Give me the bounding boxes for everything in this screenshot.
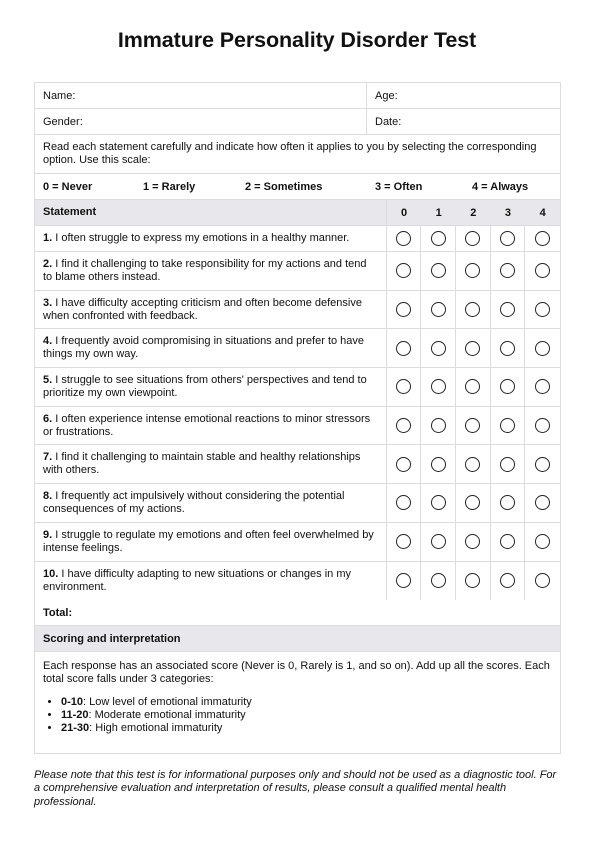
statement-body: I frequently act impulsively without considering the potential consequences of my actions. xyxy=(43,489,345,515)
option-cell xyxy=(421,523,456,561)
scale-sometimes: 2 = Sometimes xyxy=(245,181,323,193)
option-cell xyxy=(525,445,560,483)
option-radio-3[interactable] xyxy=(500,534,515,549)
option-cell xyxy=(421,407,456,445)
option-radio-4[interactable] xyxy=(535,495,550,510)
option-cell xyxy=(421,445,456,483)
option-radio-4[interactable] xyxy=(535,231,550,246)
option-cell xyxy=(421,291,456,329)
option-radio-0[interactable] xyxy=(396,379,411,394)
option-radio-4[interactable] xyxy=(535,418,550,433)
option-cell xyxy=(525,252,560,290)
option-cell xyxy=(491,484,526,522)
scoring-heading: Scoring and interpretation xyxy=(43,632,181,645)
disclaimer: Please note that this test is for informational purposes only and should not be used as a diagnostic tool. For a comprehensive evaluation and interpretation of results, please consult a qualified mental health professional. xyxy=(34,769,557,808)
option-cell xyxy=(421,226,456,251)
statement-body: I find it challenging to take responsibility for my actions and tend to blame others instead. xyxy=(43,257,367,283)
test-form xyxy=(34,82,561,754)
statement-text xyxy=(35,562,387,601)
option-cell xyxy=(456,562,491,601)
statement-number: 5. xyxy=(43,373,53,386)
table-header xyxy=(35,200,560,226)
option-cell xyxy=(387,523,422,561)
statement-number: 9. xyxy=(43,528,53,541)
option-radio-2[interactable] xyxy=(465,231,480,246)
name-field[interactable]: Name: xyxy=(35,83,367,108)
statement-row xyxy=(35,291,560,330)
option-cell xyxy=(387,407,422,445)
option-radio-1[interactable] xyxy=(431,534,446,549)
option-cell xyxy=(491,252,526,290)
option-radio-3[interactable] xyxy=(500,379,515,394)
option-cell xyxy=(456,484,491,522)
option-cell xyxy=(525,329,560,367)
statement-text xyxy=(35,252,387,290)
statement-body: I struggle to see situations from others' perspectives and tend to prioritize my own viewpoint. xyxy=(43,373,367,399)
option-radio-2[interactable] xyxy=(465,379,480,394)
option-cell xyxy=(421,484,456,522)
option-radio-2[interactable] xyxy=(465,302,480,317)
option-radio-2[interactable] xyxy=(465,495,480,510)
option-radio-1[interactable] xyxy=(431,457,446,472)
option-radio-1[interactable] xyxy=(431,302,446,317)
instructions-text: Read each statement carefully and indicate how often it applies to you by selecting the corresponding option. Use this scale: xyxy=(43,141,537,166)
statement-content xyxy=(43,297,378,323)
option-cell xyxy=(387,445,422,483)
statement-row xyxy=(35,445,560,484)
statement-content xyxy=(43,413,378,439)
option-radio-2[interactable] xyxy=(465,418,480,433)
option-cell xyxy=(387,562,422,601)
option-radio-4[interactable] xyxy=(535,302,550,317)
statement-content xyxy=(43,258,378,284)
option-cell xyxy=(491,226,526,251)
statement-header: Statement xyxy=(35,200,387,225)
statement-body: I have difficulty accepting criticism and often become defensive when confronted with feedback. xyxy=(43,296,362,322)
option-header-4: 4 xyxy=(539,206,546,219)
statement-number: 6. xyxy=(43,412,53,425)
option-radio-3[interactable] xyxy=(500,302,515,317)
statement-row xyxy=(35,368,560,407)
statement-number: 7. xyxy=(43,451,53,464)
option-radio-2[interactable] xyxy=(465,457,480,472)
option-header-0: 0 xyxy=(400,206,408,219)
option-radio-2[interactable] xyxy=(465,263,480,278)
option-radio-1[interactable] xyxy=(431,341,446,356)
statement-number: 4. xyxy=(43,335,53,348)
category-range: 11-20 xyxy=(61,709,89,722)
option-cell xyxy=(491,523,526,561)
option-cell xyxy=(456,523,491,561)
scoring-category-moderate xyxy=(61,709,552,722)
option-radio-0[interactable] xyxy=(396,534,411,549)
statement-number: 1. xyxy=(43,232,53,244)
option-cell xyxy=(525,291,560,329)
statement-content xyxy=(43,490,378,516)
option-cell xyxy=(421,562,456,601)
statement-body: I often experience intense emotional reactions to minor stressors or frustrations. xyxy=(43,412,371,438)
statement-text xyxy=(35,226,387,251)
option-radio-3[interactable] xyxy=(500,573,515,588)
option-radio-1[interactable] xyxy=(431,263,446,278)
statement-row xyxy=(35,484,560,523)
statement-row xyxy=(35,562,560,601)
statement-row xyxy=(35,252,560,291)
age-field[interactable]: Age: xyxy=(375,89,398,102)
option-radio-3[interactable] xyxy=(500,263,515,278)
option-cell xyxy=(421,368,456,406)
statement-body: I have difficulty adapting to new situations or changes in my environment. xyxy=(43,567,351,593)
statement-text xyxy=(35,291,387,329)
statement-row xyxy=(35,523,560,562)
statement-row xyxy=(35,329,560,368)
statement-body: I find it challenging to maintain stable and healthy relationships with others. xyxy=(43,451,361,477)
scoring-description: Each response has an associated score (Never is 0, Rarely is 1, and so on). Add up all the scores. Each total score falls under 3 categories: xyxy=(43,660,550,686)
option-radio-1[interactable] xyxy=(431,495,446,510)
option-radio-3[interactable] xyxy=(500,231,515,246)
option-radio-0[interactable] xyxy=(396,341,411,356)
scoring-category-high xyxy=(61,722,552,735)
option-cell xyxy=(387,484,422,522)
option-cell xyxy=(525,484,560,522)
scale-always: 4 = Always xyxy=(472,181,529,193)
option-cell xyxy=(525,562,560,601)
option-cell xyxy=(456,252,491,290)
option-cell xyxy=(456,445,491,483)
option-cell xyxy=(456,407,491,445)
option-header-2: 2 xyxy=(470,206,477,219)
option-cell xyxy=(421,329,456,367)
statement-text xyxy=(35,329,387,367)
option-cell xyxy=(491,562,526,601)
statement-content xyxy=(43,451,378,477)
statement-body: I frequently avoid compromising in situations and prefer to have things my own way. xyxy=(43,335,365,361)
option-radio-4[interactable] xyxy=(535,457,550,472)
statement-number: 3. xyxy=(43,296,53,309)
option-cell xyxy=(456,368,491,406)
option-radio-4[interactable] xyxy=(535,379,550,394)
statement-content xyxy=(43,568,378,594)
gender-field[interactable]: Gender: xyxy=(35,109,367,134)
option-cell xyxy=(491,329,526,367)
option-cell xyxy=(456,226,491,251)
option-cell xyxy=(525,523,560,561)
category-text: : High emotional immaturity xyxy=(89,722,223,735)
total-row xyxy=(35,600,560,626)
statement-body: I struggle to regulate my emotions and often feel overwhelmed by intense feelings. xyxy=(43,528,374,554)
option-cell xyxy=(491,445,526,483)
option-radio-0[interactable] xyxy=(396,457,411,472)
option-radio-3[interactable] xyxy=(500,495,515,510)
statement-number: 10. xyxy=(43,567,59,580)
option-radio-4[interactable] xyxy=(535,534,550,549)
option-header-1: 1 xyxy=(435,206,442,219)
option-cell xyxy=(456,329,491,367)
info-row-2 xyxy=(35,109,560,135)
option-radio-3[interactable] xyxy=(500,341,515,356)
option-cell xyxy=(421,252,456,290)
option-radio-2[interactable] xyxy=(465,573,480,588)
category-text: : Moderate emotional immaturity xyxy=(88,709,246,722)
option-cell xyxy=(387,226,422,251)
option-radio-2[interactable] xyxy=(465,341,480,356)
option-radio-0[interactable] xyxy=(396,495,411,510)
option-radio-4[interactable] xyxy=(535,341,550,356)
option-radio-1[interactable] xyxy=(431,379,446,394)
date-field[interactable]: Date: xyxy=(375,115,402,128)
scoring-category-low xyxy=(61,696,552,709)
option-radio-2[interactable] xyxy=(465,534,480,549)
total-label: Total: xyxy=(43,606,73,619)
statement-number: 8. xyxy=(43,489,53,502)
statement-row xyxy=(35,226,560,252)
scale-row xyxy=(35,174,560,200)
option-cell xyxy=(491,291,526,329)
scale-never: 0 = Never xyxy=(43,181,93,193)
option-cell xyxy=(387,291,422,329)
statement-text xyxy=(35,523,387,561)
option-radio-3[interactable] xyxy=(500,418,515,433)
scoring-content xyxy=(35,652,560,735)
option-cell xyxy=(387,368,422,406)
option-radio-0[interactable] xyxy=(396,263,411,278)
option-radio-3[interactable] xyxy=(500,457,515,472)
category-text: : Low level of emotional immaturity xyxy=(83,696,252,709)
option-radio-1[interactable] xyxy=(431,573,446,588)
option-cell xyxy=(491,368,526,406)
option-cell xyxy=(387,329,422,367)
option-radio-0[interactable] xyxy=(396,573,411,588)
scale-rarely: 1 = Rarely xyxy=(143,181,196,193)
option-cell xyxy=(525,226,560,251)
option-radio-0[interactable] xyxy=(396,302,411,317)
option-header-3: 3 xyxy=(504,206,512,219)
option-cell xyxy=(491,407,526,445)
statement-content xyxy=(43,374,378,400)
statement-content xyxy=(43,529,378,555)
option-radio-4[interactable] xyxy=(535,573,550,588)
statement-text xyxy=(35,407,387,445)
statement-text xyxy=(35,445,387,483)
info-row-1 xyxy=(35,83,560,109)
option-radio-1[interactable] xyxy=(431,418,446,433)
option-cell xyxy=(456,291,491,329)
statement-row xyxy=(35,407,560,446)
option-cell xyxy=(387,252,422,290)
option-radio-1[interactable] xyxy=(431,231,446,246)
statement-body: I often struggle to express my emotions in a healthy manner. xyxy=(52,232,350,244)
option-cell xyxy=(525,368,560,406)
statement-content xyxy=(43,335,378,361)
category-range: 0-10 xyxy=(61,696,84,709)
option-cell xyxy=(525,407,560,445)
statement-text xyxy=(35,368,387,406)
statement-number: 2. xyxy=(43,257,53,270)
scoring-body-row xyxy=(35,652,560,753)
statement-content xyxy=(43,232,349,245)
category-range: 21-30 xyxy=(61,722,90,735)
option-radio-4[interactable] xyxy=(535,263,550,278)
scale-often: 3 = Often xyxy=(375,181,423,193)
statement-text xyxy=(35,484,387,522)
scoring-header-row xyxy=(35,626,560,652)
page-title: Immature Personality Disorder Test xyxy=(117,28,477,52)
option-radio-0[interactable] xyxy=(396,231,411,246)
option-radio-0[interactable] xyxy=(396,418,411,433)
instructions-row xyxy=(35,135,560,174)
scoring-categories xyxy=(43,696,552,735)
